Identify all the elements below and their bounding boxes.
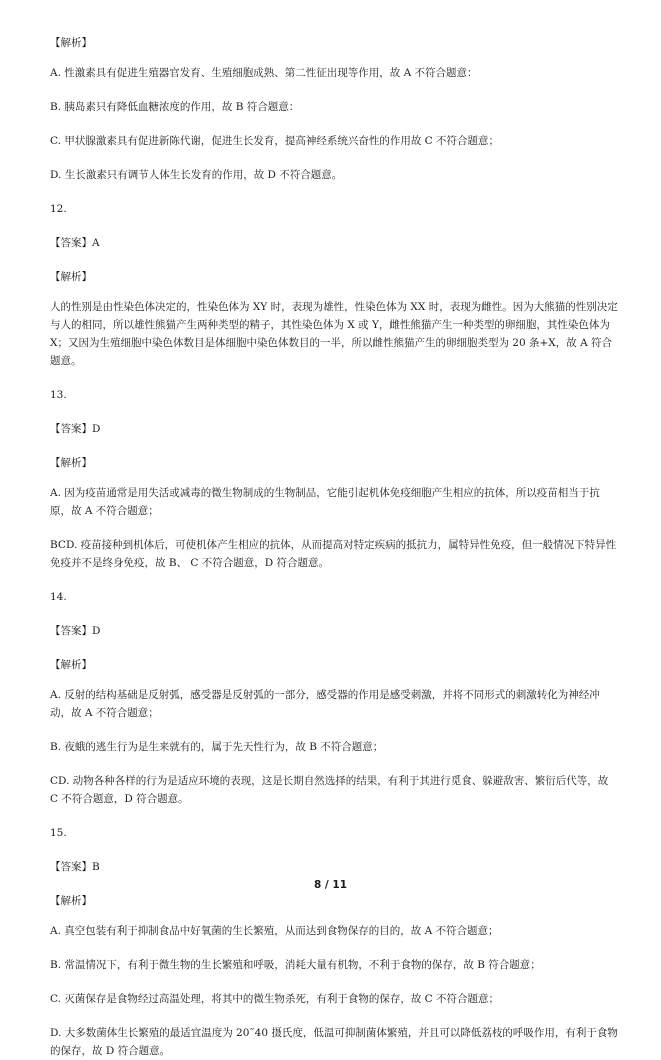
option-c-explanation: C. 灭菌保存是食物经过高温处理，将其中的微生物杀死，有利于食物的保存，故 C 不符合题意； [50, 993, 500, 1005]
option-a-explanation: A. 真空包装有利于抑制食品中好氧菌的生长繁殖，从而达到食物保存的目的，故 A 不符合题意； [50, 925, 499, 937]
question-number-13: 13. [50, 389, 67, 401]
analysis-heading: 【解析】 [50, 457, 92, 469]
option-c-explanation: C. 甲状腺激素具有促进新陈代谢，促进生长发育，提高神经系统兴奋性的作用故 C 不符合题意； [50, 135, 500, 147]
option-bcd-explanation: BCD. 疫苗接种到机体后，可使机体产生相应的抗体，从而提高对特定疾病的抵抗力，属特异性免疫，但一般情况下特异性免疫并不是终身免疫，故 B、 C 不符合题意，D 符合题意。 [50, 539, 617, 569]
answer-label: 【答案】A [50, 237, 100, 249]
option-d-explanation: D. 大多数菌体生长繁殖的最适宜温度为 20˜40 摄氏度，低温可抑制菌体繁殖，并且可以降低荔枝的呼吸作用，有利于食物的保存，故 D 符合题意。 [50, 1027, 618, 1057]
analysis-heading: 【解析】 [50, 37, 92, 49]
option-d-explanation: D. 生长激素只有调节人体生长发育的作用，故 D 不符合题意。 [50, 169, 343, 181]
analysis-paragraph: 人的性别是由性染色体决定的，性染色体为 XY 时，表现为雄性，性染色体为 XX 时，表现为雌性。因为大熊猫的性别决定与人的相同，所以雄性熊猫产生两种类型的精子，其性染色体为 X 或 Y，雌性熊猫产生一种类型的卵细胞，其性染色体为 X；又因为生殖细胞中染色体数目是体细胞中染色体数目的一半，所以雌性熊猫产生的卵细胞类型为 20 条+X，故 A 符合题意。 [50, 301, 618, 367]
answer-label: 【答案】D [50, 423, 101, 435]
option-b-explanation: B. 常温情况下，有利于微生物的生长繁殖和呼吸，消耗大量有机物，不利于食物的保存，故 B 符合题意； [50, 959, 541, 971]
question-number-12: 12. [50, 203, 67, 215]
question-number-15: 15. [50, 827, 67, 839]
analysis-heading: 【解析】 [50, 659, 92, 671]
answer-label: 【答案】B [50, 861, 100, 873]
question-number-14: 14. [50, 591, 67, 603]
option-a-explanation: A. 因为疫苗通常是用失活或减毒的微生物制成的生物制品，它能引起机体免疫细胞产生相应的抗体，所以疫苗相当于抗原，故 A 不符合题意； [50, 487, 600, 517]
option-b-explanation: B. 胰岛素只有降低血糖浓度的作用，故 B 符合题意： [50, 101, 300, 113]
analysis-heading: 【解析】 [50, 895, 92, 907]
page-number: 8 / 11 [313, 879, 348, 891]
option-b-explanation: B. 夜蛾的逃生行为是生来就有的，属于先天性行为，故 B 不符合题意； [50, 741, 384, 753]
option-a-explanation: A. 反射的结构基础是反射弧，感受器是反射弧的一部分，感受器的作用是感受刺激，并将不同形式的刺激转化为神经冲动，故 A 不符合题意； [50, 689, 600, 719]
answer-label: 【答案】D [50, 625, 101, 637]
analysis-heading: 【解析】 [50, 271, 92, 283]
option-a-explanation: A. 性激素具有促进生殖器官发育、生殖细胞成熟、第二性征出现等作用，故 A 不符合题意： [50, 67, 478, 79]
option-cd-explanation: CD. 动物各种各样的行为是适应环境的表现，这是长期自然选择的结果，有利于其进行觅食、躲避敌害、繁衍后代等，故 C 不符合题意，D 符合题意。 [50, 775, 609, 805]
page-content [50, 34, 618, 1060]
